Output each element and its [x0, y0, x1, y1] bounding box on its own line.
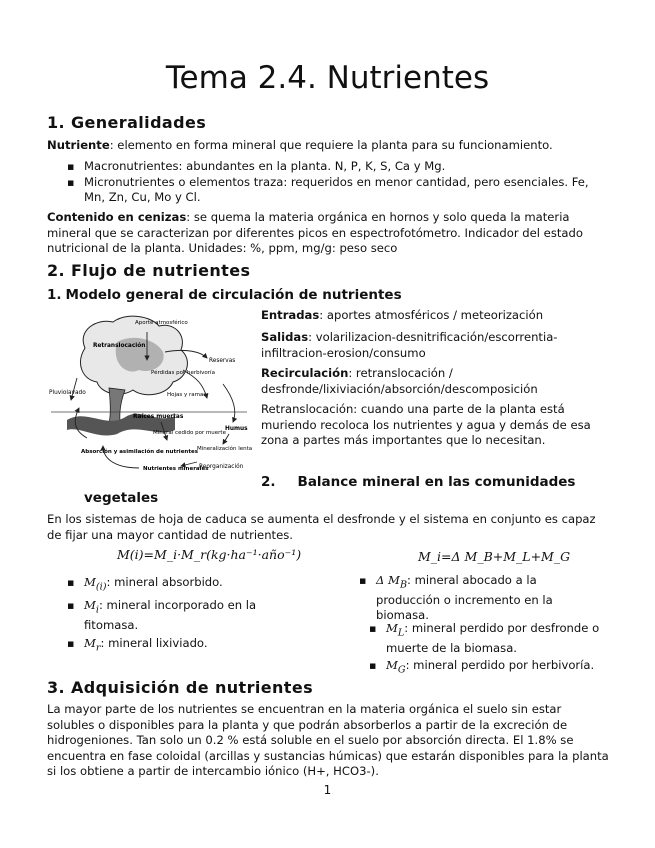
formula-right: M_i=Δ M_B+M_L+M_G: [418, 549, 571, 564]
page-title: Tema 2.4. Nutrientes: [165, 60, 490, 96]
cenizas-paragraph: [47, 210, 612, 257]
nutriente-definition: [47, 138, 612, 154]
list-item: ▪ Δ $M_B$: mineral abocado a la producción o incremento en la biomasa.: [376, 573, 576, 624]
nutriente-text: : elemento en forma mineral que requiere la planta para su funcionamiento.: [109, 138, 553, 152]
subsection-2-1-heading: [47, 286, 402, 304]
section-1-heading: 1. Generalidades: [47, 113, 207, 132]
label-retrans: Retranslocación: [93, 343, 146, 349]
subsection-2-2-heading-cont: vegetales: [84, 490, 159, 506]
cenizas-term: Contenido en cenizas: [47, 210, 187, 224]
retranslocacion-paragraph: Retranslocación: cuando una parte de la planta está muriendo recoloca los nutrientes y agua y demás de esa zona a partes más importantes que lo necesitan.: [261, 402, 591, 447]
left-symbol-list: [84, 575, 284, 656]
nutrient-cycle-diagram: [47, 312, 252, 482]
entradas-term: Entradas: [261, 308, 320, 322]
right-symbol-list-cont: [386, 621, 611, 678]
subsection-2-2-heading: [261, 473, 575, 491]
subsection-title: Balance mineral en las comunidades: [297, 474, 576, 490]
recirculacion-term: Recirculación: [261, 366, 349, 380]
list-item: ▪ $M_L$: mineral perdido por desfronde o muerte de la biomasa.: [386, 621, 611, 656]
label-mineral-cedido: Mineral cedido por muerte: [153, 430, 226, 436]
nutrient-types-list: [84, 159, 604, 206]
subsection-number: 1.: [47, 287, 62, 303]
arrow: [71, 378, 77, 400]
section-3-text: La mayor parte de los nutrientes se encuentran en la materia orgánica el suelo sin estar solubles o disponibles para la planta y que podrán absorberlos a partir de la excreción de hidrogeniones. Tan solo un 0.2 % está soluble en el suelo por absorción directa. El 1.8% se encuentra en fase coloidal (arcillas y sustancias húmicas) que estarán disponibles para la planta si los obtiene a partir de intercambio iónico (H+, HCO3-).: [47, 702, 609, 778]
arrow: [223, 384, 235, 422]
page-number: 1: [323, 783, 332, 797]
label-pluvio: Pluviolavado: [49, 390, 86, 396]
label-nutrientes-min: Nutrientes minerales: [143, 466, 209, 472]
salidas-paragraph: [261, 330, 601, 361]
label-raices: Raíces muertas: [133, 414, 184, 420]
right-symbol-list: [376, 573, 576, 624]
label-perdidas: Pérdidas por herbivoría: [151, 370, 215, 376]
subsection-number: 2.: [261, 474, 276, 490]
label-reorg: Reorganización: [199, 464, 244, 470]
label-hojas: Hojas y ramas: [167, 392, 207, 398]
label-atm: Aporte atmosférico: [135, 320, 188, 326]
list-item: ▪ Macronutrientes: abundantes en la planta. N, P, K, S, Ca y Mg.: [84, 159, 604, 175]
subsection-title: Modelo general de circulación de nutrientes: [65, 287, 402, 303]
list-item: ▪ $M_G$: mineral perdido por herbivoría.: [386, 658, 611, 678]
section-3-heading: 3. Adquisición de nutrientes: [47, 678, 314, 697]
nutriente-term: Nutriente: [47, 138, 110, 152]
label-absorcion: Absorción y asimilación de nutrientes: [81, 449, 198, 455]
recirculacion-text: : retranslocación / desfronde/lixiviación/absorción/descomposición: [261, 366, 538, 396]
label-mineralizacion: Mineralización lenta: [197, 446, 252, 452]
entradas-paragraph: [261, 308, 611, 324]
formula-left: M(i)=M_i·M_r(kg·ha⁻¹·año⁻¹): [117, 547, 302, 562]
list-item: ▪ $M_{(i)}$: mineral absorbido.: [84, 575, 284, 595]
section-2-heading: 2. Flujo de nutrientes: [47, 261, 251, 280]
balance-intro: En los sistemas de hoja de caduca se aumenta el desfronde y el sistema en conjunto es capaz de fijar una mayor cantidad de nutrientes.: [47, 512, 596, 542]
salidas-text: : volarilizacion-desnitrificación/escorrentia-infiltracion-erosion/consumo: [261, 330, 558, 360]
label-humus: Humus: [225, 426, 248, 432]
entradas-text: : aportes atmosféricos / meteorización: [319, 308, 544, 322]
salidas-term: Salidas: [261, 330, 309, 344]
recirculacion-paragraph: [261, 366, 601, 397]
list-item: ▪ Micronutrientes o elementos traza: requeridos en menor cantidad, pero esenciales. Fe, Mn, Zn, Cu, Mo y Cl.: [84, 175, 604, 206]
label-reservas: Reservas: [209, 358, 236, 364]
list-item: ▪ $M_i$: mineral incorporado en la fitomasa.: [84, 598, 284, 633]
cenizas-text: : se quema la materia orgánica en hornos y solo queda la materia mineral que se caracterizan por diferentes picos en espectrofotómetro. Indicador del estado nutricional de la planta. Unidades: %, ppm, mg/g: peso seco: [47, 210, 583, 255]
list-item: ▪ $M_r$: mineral lixiviado.: [84, 636, 284, 656]
